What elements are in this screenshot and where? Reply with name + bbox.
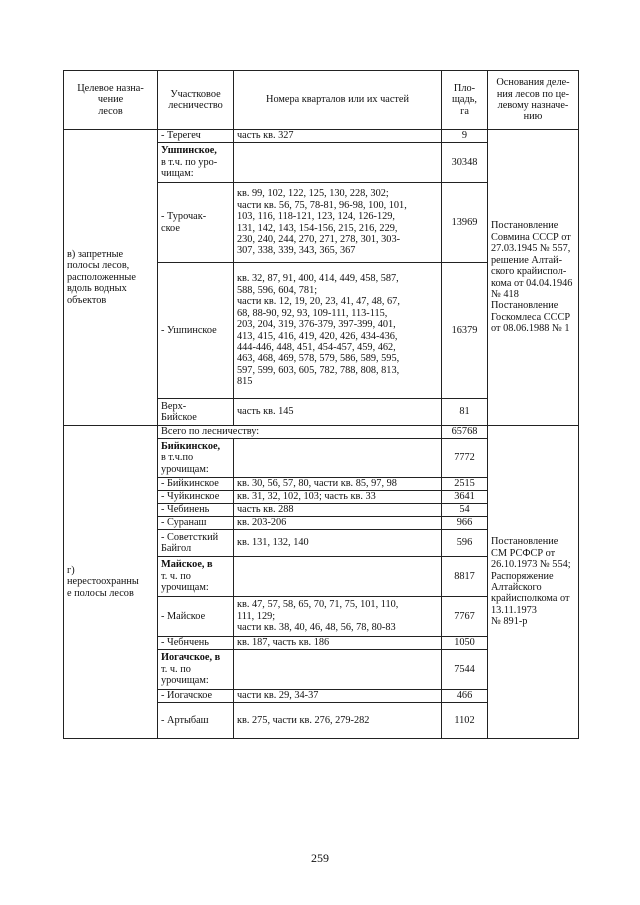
area-cell: 966 (442, 517, 488, 530)
district-cell: - Майское (158, 597, 234, 637)
table-row (64, 130, 579, 143)
page-number: 259 (311, 851, 329, 865)
header-district-text: Участковое лесничество (168, 88, 223, 111)
district-cell: - Турочак- ское (158, 183, 234, 263)
area-cell: 9 (442, 130, 488, 143)
header-basis (488, 71, 579, 130)
district-cell: - Ушпинское (158, 263, 234, 399)
header-basis-text: Основания деле- ния лесов по це- левому назначе- нию (496, 77, 570, 123)
area-cell: 2515 (442, 478, 488, 491)
total-label: Всего по лесничеству: (158, 426, 442, 439)
district-group-sub: т. ч. по урочищам: (161, 570, 209, 594)
area-cell: 13969 (442, 183, 488, 263)
district-cell: - Суранаш (158, 517, 234, 530)
area-cell: 8817 (442, 557, 488, 597)
quarters-cell: кв. 275, части кв. 276, 279-282 (234, 703, 442, 739)
district-group-sub: в т.ч. по уро- чищам: (161, 156, 218, 180)
district-group-name: Бийкинское, (161, 440, 221, 452)
area-cell: 1050 (442, 637, 488, 650)
area-cell: 3641 (442, 491, 488, 504)
quarters-cell: кв. 47, 57, 58, 65, 70, 71, 75, 101, 110, 111, 129; части кв. 38, 40, 46, 48, 56, 78, 80-83 (234, 597, 442, 637)
section-v-basis: Постановление Совмина СССР от 27.03.1945 № 557, решение Алтай- ского крайиспол- кома от 04.04.1946 № 418 Постановление Госкомлеса СССР от 08.06.1988 № 1 (488, 130, 579, 426)
header-row (64, 71, 579, 130)
area-cell: 81 (442, 399, 488, 426)
district-group-cell (158, 650, 234, 690)
district-cell: - Чуйкинское (158, 491, 234, 504)
quarters-cell: кв. 30, 56, 57, 80, части кв. 85, 97, 98 (234, 478, 442, 491)
quarters-cell: часть кв. 145 (234, 399, 442, 426)
district-group-name: Иогачское, в (161, 652, 221, 664)
quarters-cell (234, 143, 442, 183)
district-cell: - Терегеч (158, 130, 234, 143)
section-v-purpose: в) запретные полосы лесов, расположенные вдоль водных объектов (64, 130, 158, 426)
header-district (158, 71, 234, 130)
area-cell: 16379 (442, 263, 488, 399)
district-group-cell (158, 557, 234, 597)
district-group-cell (158, 143, 234, 183)
quarters-cell: кв. 99, 102, 122, 125, 130, 228, 302; части кв. 56, 75, 78-81, 96-98, 100, 101, 103, 116, 118-121, 123, 124, 126-129, 131, 142, 143, 154-156, 215, 216, 229, 230, 240, 244, 270, 271, 278, 301, 303- 307, 338, 339, 343, 365, 367 (234, 183, 442, 263)
area-cell: 54 (442, 504, 488, 517)
district-cell: Верх- Бийское (158, 399, 234, 426)
quarters-cell (234, 557, 442, 597)
district-cell: - Чебинень (158, 504, 234, 517)
district-cell: - Иогачское (158, 690, 234, 703)
quarters-cell: часть кв. 288 (234, 504, 442, 517)
area-cell: 30348 (442, 143, 488, 183)
district-group-sub: в т.ч.по урочищам: (161, 452, 209, 475)
quarters-cell: кв. 131, 132, 140 (234, 530, 442, 557)
header-area (442, 71, 488, 130)
quarters-cell: часть кв. 327 (234, 130, 442, 143)
district-group-sub: т. ч. по урочищам: (161, 663, 209, 687)
quarters-cell: кв. 203-206 (234, 517, 442, 530)
quarters-cell: части кв. 29, 34-37 (234, 690, 442, 703)
district-group-name: Ушпинское, (161, 145, 217, 157)
area-cell: 1102 (442, 703, 488, 739)
header-quarters (234, 71, 442, 130)
district-cell: - Бийкинское (158, 478, 234, 491)
quarters-cell (234, 439, 442, 478)
total-area: 65768 (442, 426, 488, 439)
district-group-name: Майское, в (161, 559, 213, 571)
district-cell: - Советсткий Байгол (158, 530, 234, 557)
area-cell: 7544 (442, 650, 488, 690)
district-cell: - Чебнчень (158, 637, 234, 650)
header-purpose-text: Целевое назна- чение лесов (77, 82, 144, 117)
section-g-purpose: г) нерестоохранны е полосы лесов (64, 426, 158, 739)
area-cell: 7767 (442, 597, 488, 637)
header-purpose (64, 71, 158, 130)
area-cell: 596 (442, 530, 488, 557)
header-area-text: Пло- щадь, га (451, 82, 477, 117)
district-group-cell (158, 439, 234, 478)
quarters-cell: кв. 187, часть кв. 186 (234, 637, 442, 650)
forest-quarters-table (63, 70, 579, 739)
area-cell: 466 (442, 690, 488, 703)
quarters-cell: кв. 32, 87, 91, 400, 414, 449, 458, 587, 588, 596, 604, 781; части кв. 12, 19, 20, 23, 41, 47, 48, 67, 68, 88-90, 92, 93, 109-111, 113-115, 203, 204, 319, 376-379, 397-399, 401, 413, 415, 416, 419, 420, 426, 434-436, 444-446, 448, 451, 454-457, 459, 462, 463, 468, 469, 578, 579, 586, 589, 595, 597, 599, 603, 605, 782, 788, 808, 813, 815 (234, 263, 442, 399)
area-cell: 7772 (442, 439, 488, 478)
quarters-cell: кв. 31, 32, 102, 103; часть кв. 33 (234, 491, 442, 504)
total-row (64, 426, 579, 439)
district-cell: - Артыбаш (158, 703, 234, 739)
header-quarters-text: Номера кварталов или их частей (266, 94, 409, 106)
section-g-basis: Постановление СМ РСФСР от 26.10.1973 № 554; Распоряжение Алтайского крайисполкома от 13.11.1973 № 891-р (488, 426, 579, 739)
quarters-cell (234, 650, 442, 690)
